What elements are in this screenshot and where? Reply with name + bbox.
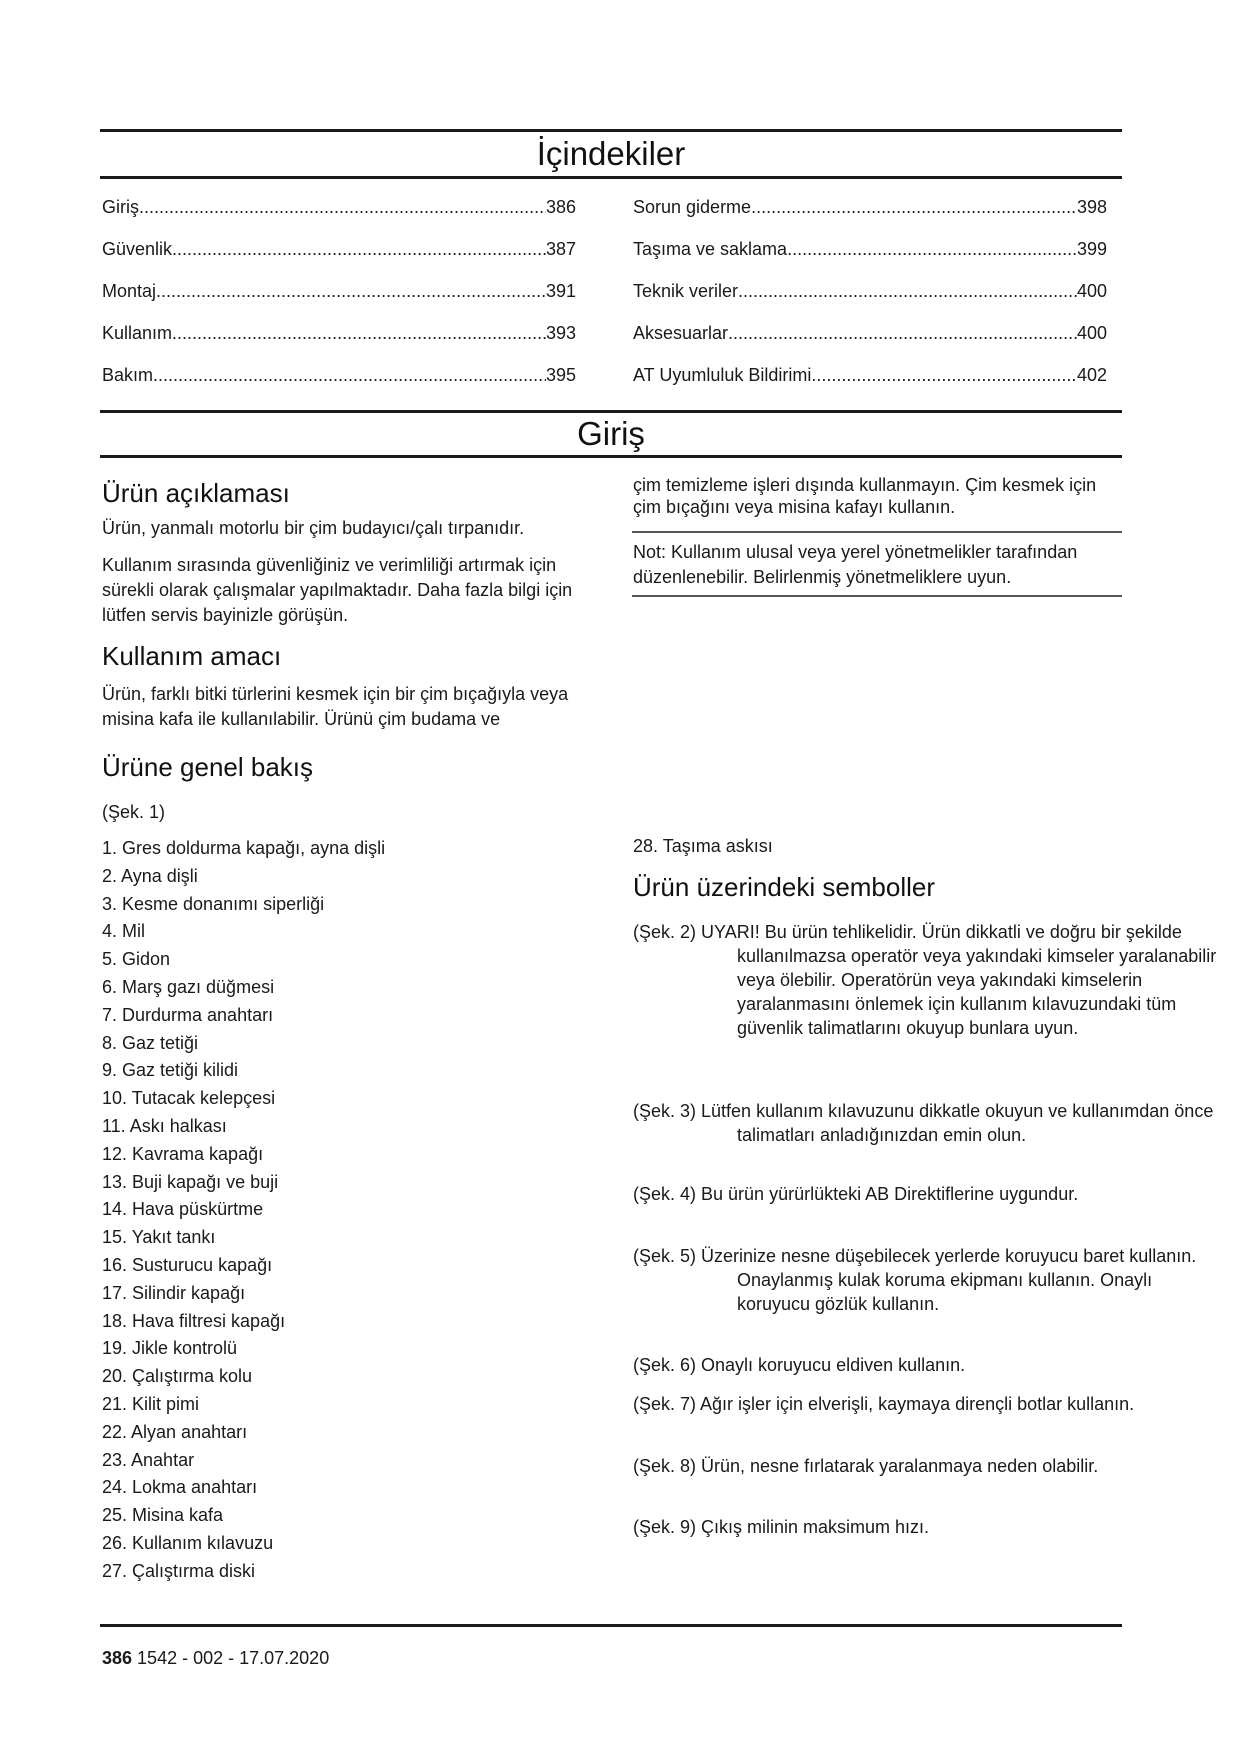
symbol-description: (Şek. 3) Lütfen kullanım kılavuzunu dikkatle okuyun ve kullanımdan önce talimatları anladığınızdan emin olun. (633, 1101, 1214, 1145)
note-text: Kullanım ulusal veya yerel yönetmelikler tarafından düzenlenebilir. Belirlenmiş yönetmeliklere uyun. (633, 542, 1078, 587)
toc-entry[interactable] (102, 236, 576, 278)
toc-top-rule (100, 129, 1122, 132)
list-item: 14. Hava püskürtme (102, 1199, 264, 1220)
list-item: 3. Kesme donanımı siperliği (102, 893, 325, 914)
list-item: 7. Durdurma anahtarı (102, 1004, 274, 1025)
toc-entry-label: Aksesuarlar (633, 323, 729, 343)
intended-use-text-continued: çim temizleme işleri dışında kullanmayın. Çim kesmek için çim bıçağını veya misina kafayı kullanın. (633, 475, 1097, 517)
toc-title: İçindekiler (536, 135, 686, 172)
toc-entry-page: 386 (545, 197, 576, 217)
product-description-heading: Ürün açıklaması (102, 478, 290, 508)
toc-entry-label: Giriş (102, 197, 139, 217)
footer-rule (100, 1624, 1122, 1627)
toc-entry[interactable] (633, 320, 1107, 362)
list-item: 9. Gaz tetiği kilidi (102, 1060, 239, 1081)
list-item: 10. Tutacak kelepçesi (102, 1088, 276, 1109)
symbol-description: (Şek. 2) UYARI! Bu ürün tehlikelidir. Ürün dikkatli ve doğru bir şekilde kullanılmazsa operatör veya yakındaki kimseler yaralanabilir veya ölebilir. Operatörün veya yakındaki kimselerin yaralanmasını önlemek için kullanım kılavuzundaki tüm güvenlik talimatlarını okuyup bunlara uyun. (633, 922, 1217, 1038)
toc-entry-page: 387 (545, 239, 576, 259)
list-item: 25. Misina kafa (102, 1505, 224, 1526)
toc-entry[interactable] (102, 278, 576, 320)
toc-entry-label: Bakım (102, 365, 154, 385)
list-item: 28. Taşıma askısı (633, 836, 773, 856)
list-item: 24. Lokma anahtarı (102, 1477, 258, 1498)
figure-reference: (Şek. 1) (102, 802, 166, 822)
page-footer (102, 1648, 329, 1669)
product-description-text-2: Kullanım sırasında güvenliğiniz ve verimliliği artırmak için sürekli olarak çalışmalar yapılmaktadır. Daha fazla bilgi için lütfen servis bayinizle görüşün. (102, 555, 573, 625)
toc-entry-page: 400 (1076, 281, 1107, 301)
list-item: 11. Askı halkası (102, 1115, 227, 1136)
symbol-description: (Şek. 5) Üzerinize nesne düşebilecek yerlerde koruyucu baret kullanın. Onaylanmış kulak koruma ekipmanı kullanın. Onaylı koruyucu gözlük kullanın. (633, 1246, 1197, 1314)
list-item: 16. Susturucu kapağı (102, 1254, 273, 1275)
toc-entry-label: AT Uyumluluk Bildirimi (633, 365, 812, 385)
toc-entry-page: 399 (1076, 239, 1107, 259)
list-item: 21. Kilit pimi (102, 1393, 200, 1414)
toc-entry-label: Taşıma ve saklama (633, 239, 788, 259)
list-item: 20. Çalıştırma kolu (102, 1366, 253, 1387)
page-number: 386 (102, 1648, 133, 1668)
list-item: 12. Kavrama kapağı (102, 1143, 264, 1164)
intro-title: Giriş (577, 415, 645, 452)
note-label: Not: (633, 542, 667, 562)
note-top-rule (632, 531, 1122, 533)
list-item: 22. Alyan anahtarı (102, 1421, 248, 1442)
symbol-description: (Şek. 4) Bu ürün yürürlükteki AB Direktiflerine uygundur. (633, 1184, 1079, 1204)
symbol-description: (Şek. 9) Çıkış milinin maksimum hızı. (633, 1517, 930, 1537)
product-overview-heading: Ürüne genel bakış (102, 752, 314, 782)
toc-entry-label: Kullanım (102, 323, 173, 343)
list-item: 6. Marş gazı düğmesi (102, 976, 275, 997)
product-description-text: Ürün, yanmalı motorlu bir çim budayıcı/çalı tırpanıdır. (102, 518, 525, 538)
toc-entry-page: 395 (545, 365, 576, 385)
toc-right-column (633, 194, 1107, 404)
symbol-description: (Şek. 8) Ürün, nesne fırlatarak yaralanmaya neden olabilir. (633, 1456, 1099, 1476)
list-item: 26. Kullanım kılavuzu (102, 1532, 274, 1553)
toc-entry-label: Teknik veriler (633, 281, 739, 301)
toc-left-column (102, 194, 576, 404)
toc-entry[interactable] (633, 236, 1107, 278)
toc-entry-page: 391 (545, 281, 576, 301)
list-item: 27. Çalıştırma diski (102, 1560, 256, 1581)
toc-entry-page: 402 (1076, 365, 1107, 385)
list-item: 23. Anahtar (102, 1449, 195, 1470)
note-bottom-rule (632, 595, 1122, 597)
toc-entry[interactable] (633, 194, 1107, 236)
toc-entry[interactable] (102, 362, 576, 404)
list-item: 15. Yakıt tankı (102, 1227, 216, 1248)
symbol-description: (Şek. 7) Ağır işler için elverişli, kaymaya dirençli botlar kullanın. (633, 1394, 1135, 1414)
list-item: 18. Hava filtresi kapağı (102, 1310, 286, 1331)
toc-entry-page: 398 (1076, 197, 1107, 217)
list-item: 4. Mil (102, 921, 146, 942)
toc-bottom-rule (100, 176, 1122, 179)
toc-entry[interactable] (633, 362, 1107, 404)
toc-entry[interactable] (102, 194, 576, 236)
note-box (633, 540, 1123, 590)
list-item: 17. Silindir kapağı (102, 1282, 246, 1303)
toc-entry-label: Sorun giderme (633, 197, 752, 217)
parts-list (102, 835, 385, 1586)
list-item: 2. Ayna dişli (102, 865, 198, 886)
list-item: 19. Jikle kontrolü (102, 1338, 238, 1359)
product-symbols-heading: Ürün üzerindeki semboller (633, 872, 936, 902)
intended-use-text: Ürün, farklı bitki türlerini kesmek için bir çim bıçağıyla veya misina kafa ile kullanılabilir. Ürünü çim budama ve (102, 684, 569, 729)
list-item: 1. Gres doldurma kapağı, ayna dişli (102, 838, 386, 858)
toc-entry-label: Güvenlik (102, 239, 173, 259)
list-item: 8. Gaz tetiği (102, 1032, 199, 1053)
list-item: 5. Gidon (102, 949, 171, 970)
intro-top-rule (100, 410, 1122, 413)
symbol-description: (Şek. 6) Onaylı koruyucu eldiven kullanın. (633, 1355, 966, 1375)
intended-use-heading: Kullanım amacı (102, 641, 282, 671)
toc-entry[interactable] (102, 320, 576, 362)
intro-bottom-rule (100, 455, 1122, 458)
document-reference: 1542 - 002 - 17.07.2020 (132, 1648, 330, 1668)
toc-entry-label: Montaj (102, 281, 157, 301)
list-item: 13. Buji kapağı ve buji (102, 1171, 279, 1192)
toc-entry-page: 400 (1076, 323, 1107, 343)
toc-entry-page: 393 (545, 323, 576, 343)
toc-entry[interactable] (633, 278, 1107, 320)
